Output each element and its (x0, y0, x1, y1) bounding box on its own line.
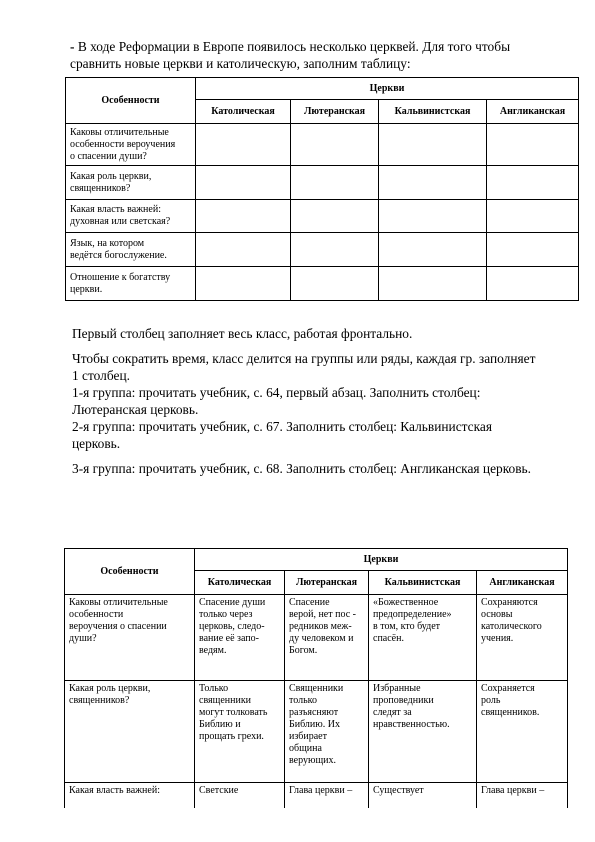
intro-dash: - (70, 39, 75, 54)
table-cell[interactable] (487, 166, 579, 200)
table1-row-question (66, 166, 196, 200)
table-cell[interactable] (379, 267, 487, 301)
table-cell[interactable] (196, 200, 291, 233)
table-cell[interactable] (196, 267, 291, 301)
table2-cell-calvinist (369, 595, 477, 681)
table2-col-calvinist: Кальвинистская (369, 571, 477, 595)
cell-text: Спасение (289, 597, 330, 608)
cell-text: учения. (481, 633, 514, 644)
table2-cell-calvinist (369, 681, 477, 783)
cell-text: верующих. (289, 755, 336, 766)
table2-cell-lutheran (285, 681, 369, 783)
cell-text: роль (481, 695, 501, 706)
cell-text: священников? (69, 695, 130, 706)
cell-text: Каковы отличительные (69, 597, 168, 608)
row-text: Какая власть важней: (70, 204, 161, 215)
cell-text: Только (199, 683, 229, 694)
cell-text: основы (481, 609, 513, 620)
cell-text: особенности (69, 609, 124, 620)
table1-col-anglican: Англиканская (487, 100, 579, 124)
cell-text: католического (481, 621, 542, 632)
intro-text (70, 38, 570, 72)
row-text: особенности вероучения (70, 138, 176, 150)
intro-line-2: сравнить новые церкви и католическую, заполним таблицу: (70, 56, 411, 71)
row-text: о спасении души? (70, 150, 147, 162)
paragraph-group-1-line-1: 1-я группа: прочитать учебник, с. 64, первый абзац. Заполнить столбец: (72, 385, 481, 400)
table2-cell-catholic (195, 681, 285, 783)
cell-text: «Божественное (373, 597, 439, 608)
table2-churches-header: Церкви (195, 549, 568, 571)
cell-text: священники (199, 695, 252, 706)
cell-text: верой, нет пос - (289, 609, 356, 620)
row-text: Какая роль церкви, (70, 170, 152, 182)
cell-text: вание её запо- (199, 633, 259, 644)
cell-text: только через (199, 609, 253, 620)
table1-row-question (66, 267, 196, 301)
cell-text: ведям. (199, 645, 227, 656)
cell-text: Избранные (373, 683, 421, 694)
cell-text: Глава церкви – (481, 785, 545, 796)
table2-row-question (65, 681, 195, 783)
table-cell[interactable] (291, 166, 379, 200)
cell-text: предопределение» (373, 609, 452, 620)
table2-cell-lutheran (285, 595, 369, 681)
cell-text: Существует (373, 785, 424, 796)
cell-text: Глава церкви – (289, 785, 353, 796)
page-bottom-margin (0, 808, 595, 842)
cell-text: Священники (289, 683, 344, 694)
cell-text: вероучения о спасении (69, 621, 167, 632)
row-text: священников? (70, 182, 131, 194)
cell-text: Какая власть важней: (69, 785, 160, 796)
table1-row-question (66, 124, 196, 166)
empty-comparison-table (65, 77, 579, 301)
cell-text: Сохраняется (481, 683, 535, 694)
row-text: Отношение к богатству (70, 271, 171, 283)
intro-line-1 (70, 38, 570, 55)
cell-text: разъясняют (289, 707, 339, 718)
table-cell[interactable] (379, 166, 487, 200)
paragraph-group-3: 3-я группа: прочитать учебник, с. 68. Заполнить столбец: Англиканская церковь. (72, 461, 532, 476)
cell-text: ду человеком и (289, 633, 354, 644)
cell-text: только (289, 695, 318, 706)
intro-line-1-text: В ходе Реформации в Европе появилось несколько церквей. Для того чтобы (77, 39, 511, 54)
cell-text: могут толковать (199, 707, 268, 718)
cell-text: редников меж- (289, 621, 352, 632)
table-cell[interactable] (196, 233, 291, 267)
filled-comparison-table (64, 548, 568, 823)
paragraph-group-2-line-1: 2-я группа: прочитать учебник, с. 67. Заполнить столбец: Кальвинистская (72, 419, 493, 434)
table-cell[interactable] (291, 200, 379, 233)
table-cell[interactable] (196, 166, 291, 200)
cell-text: община (289, 743, 322, 754)
table-cell[interactable] (291, 233, 379, 267)
cell-text: Богом. (289, 645, 318, 656)
table-cell[interactable] (291, 124, 379, 166)
table-cell[interactable] (379, 233, 487, 267)
table-cell[interactable] (291, 267, 379, 301)
paragraph-groups-line-2: 1 столбец. (72, 368, 130, 383)
cell-text: прощать грехи. (199, 731, 264, 742)
table1-col-catholic: Католическая (196, 100, 291, 124)
table1-col-lutheran: Лютеранская (291, 100, 379, 124)
table1-row-question (66, 233, 196, 267)
table2-col-catholic: Католическая (195, 571, 285, 595)
cell-text: Спасение души (199, 597, 266, 608)
cell-text: Какая роль церкви, (69, 683, 151, 694)
table-cell[interactable] (379, 124, 487, 166)
table2-cell-anglican (477, 681, 568, 783)
table2-col-lutheran: Лютеранская (285, 571, 369, 595)
row-text: духовная или светская? (70, 216, 171, 227)
cell-text: избирает (289, 731, 327, 742)
paragraph-class-work: Первый столбец заполняет весь класс, работая фронтально. (72, 326, 413, 341)
paragraph-groups-line-1: Чтобы сократить время, класс делится на группы или ряды, каждая гр. заполняет (72, 351, 536, 366)
table2-cell-anglican (477, 595, 568, 681)
paragraph-group-1-line-2: Лютеранская церковь. (72, 402, 199, 417)
table-cell[interactable] (487, 267, 579, 301)
cell-text: следят за (373, 707, 412, 718)
table2-col-anglican: Англиканская (477, 571, 568, 595)
table1-row-question (66, 200, 196, 233)
table-cell[interactable] (487, 200, 579, 233)
row-text: Язык, на котором (70, 237, 145, 249)
table-cell[interactable] (196, 124, 291, 166)
cell-text: нравственностью. (373, 719, 450, 730)
table2-cell-catholic (195, 595, 285, 681)
table-cell[interactable] (487, 233, 579, 267)
cell-text: в том, кто будет (373, 621, 441, 632)
paragraph-group-2-line-2: церковь. (72, 436, 121, 451)
cell-text: Библию. Их (289, 719, 340, 730)
cell-text: спасён. (373, 633, 404, 644)
cell-text: души? (69, 633, 97, 644)
table-cell[interactable] (487, 124, 579, 166)
cell-text: церковь, следо- (199, 621, 265, 632)
table1-features-header: Особенности (66, 78, 196, 124)
table-cell[interactable] (379, 200, 487, 233)
table2-row-question (65, 595, 195, 681)
cell-text: Сохраняются (481, 597, 538, 608)
table1-churches-header: Церкви (196, 78, 579, 100)
table2-features-header: Особенности (65, 549, 195, 595)
cell-text: проповедники (373, 695, 434, 706)
row-text: церкви. (70, 283, 103, 295)
cell-text: священников. (481, 707, 540, 718)
row-text: ведётся богослужение. (70, 249, 167, 261)
row-text: Каковы отличительные (70, 126, 169, 138)
table1-col-calvinist: Кальвинистская (379, 100, 487, 124)
cell-text: Библию и (199, 719, 241, 730)
cell-text: Светские (199, 785, 239, 796)
instructions (72, 325, 572, 477)
